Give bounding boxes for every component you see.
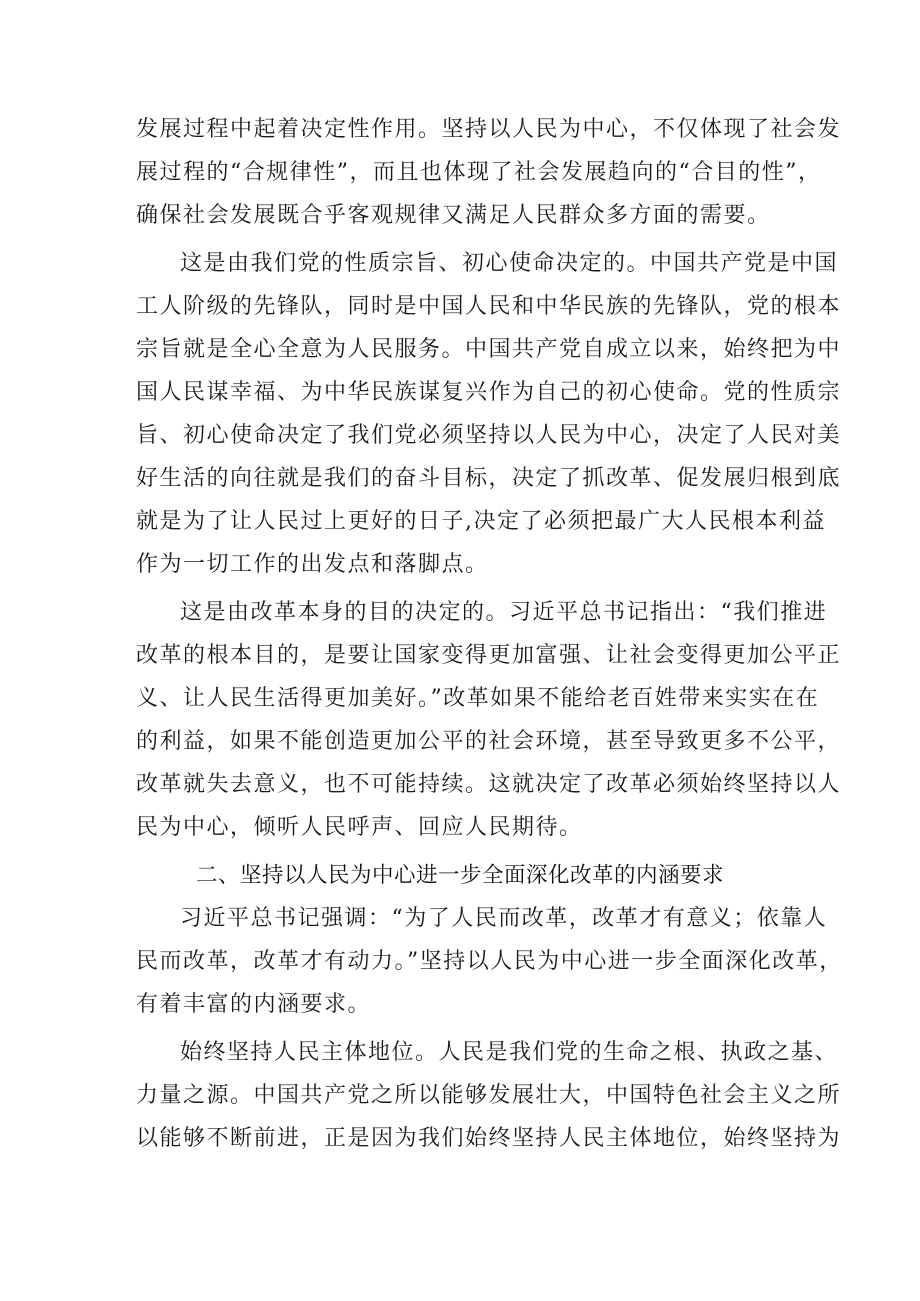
text-line: 旨、初心使命决定了我们党必须坚持以人民为中心，决定了人民对美 bbox=[136, 423, 842, 448]
paragraph bbox=[136, 591, 842, 849]
section-heading: 二、坚持以人民为中心进一步全面深化改革的内涵要求 bbox=[196, 863, 725, 888]
text-line: 展过程的“合规律性”，而且也体现了社会发展趋向的“合目的性”， bbox=[136, 160, 822, 185]
text-line: 的利益，如果不能创造更加公平的社会环境，甚至导致更多不公平， bbox=[136, 729, 842, 754]
paragraph bbox=[136, 242, 842, 586]
text-line: 这是由改革本身的目的决定的。习近平总书记指出：“我们推进 bbox=[180, 600, 828, 625]
text-line: 始终坚持人民主体地位。人民是我们党的生命之根、执政之基、 bbox=[180, 1040, 839, 1065]
document-body bbox=[136, 108, 843, 1160]
text-line: 改革的根本目的，是要让国家变得更加富强、让社会变得更加公平正 bbox=[136, 643, 842, 668]
text-line: 以能够不断前进，正是因为我们始终坚持人民主体地位，始终坚持为 bbox=[136, 1126, 842, 1151]
text-line: 力量之源。中国共产党之所以能够发展壮大，中国特色社会主义之所 bbox=[136, 1083, 842, 1108]
text-line: 有着丰富的内涵要求。 bbox=[136, 992, 372, 1017]
text-line: 就是为了让人民过上更好的日子,决定了必须把最广大人民根本利益 bbox=[136, 509, 826, 534]
text-line: 作为一切工作的出发点和落脚点。 bbox=[136, 552, 489, 577]
text-line: 工人阶级的先锋队，同时是中国人民和中华民族的先锋队，党的根本 bbox=[136, 294, 842, 319]
text-line: 宗旨就是全心全意为人民服务。中国共产党自成立以来，始终把为中 bbox=[136, 337, 842, 362]
text-line: 改革就失去意义，也不可能持续。这就决定了改革必须始终坚持以人 bbox=[136, 772, 842, 797]
text-line: 这是由我们党的性质宗旨、初心使命决定的。中国共产党是中国 bbox=[180, 251, 839, 276]
text-line: 发展过程中起着决定性作用。坚持以人民为中心，不仅体现了社会发 bbox=[136, 117, 842, 142]
paragraph bbox=[136, 1031, 842, 1160]
text-line: 确保社会发展既合乎客观规律又满足人民群众多方面的需要。 bbox=[136, 203, 771, 228]
paragraph bbox=[136, 108, 842, 237]
paragraph bbox=[136, 897, 843, 1026]
text-line: 民而改革，改革才有动力。”坚持以人民为中心进一步全面深化改革， bbox=[136, 949, 843, 974]
text-line: 好生活的向往就是我们的奋斗目标，决定了抓改革、促发展归根到底 bbox=[136, 466, 842, 491]
text-line: 义、让人民生活得更加美好。”改革如果不能给老百姓带来实实在在 bbox=[136, 686, 820, 711]
text-line: 习近平总书记强调：“为了人民而改革，改革才有意义；依靠人 bbox=[180, 906, 828, 931]
text-line: 民为中心，倾听人民呼声、回应人民期待。 bbox=[136, 815, 583, 840]
text-line: 国人民谋幸福、为中华民族谋复兴作为自己的初心使命。党的性质宗 bbox=[136, 380, 842, 405]
